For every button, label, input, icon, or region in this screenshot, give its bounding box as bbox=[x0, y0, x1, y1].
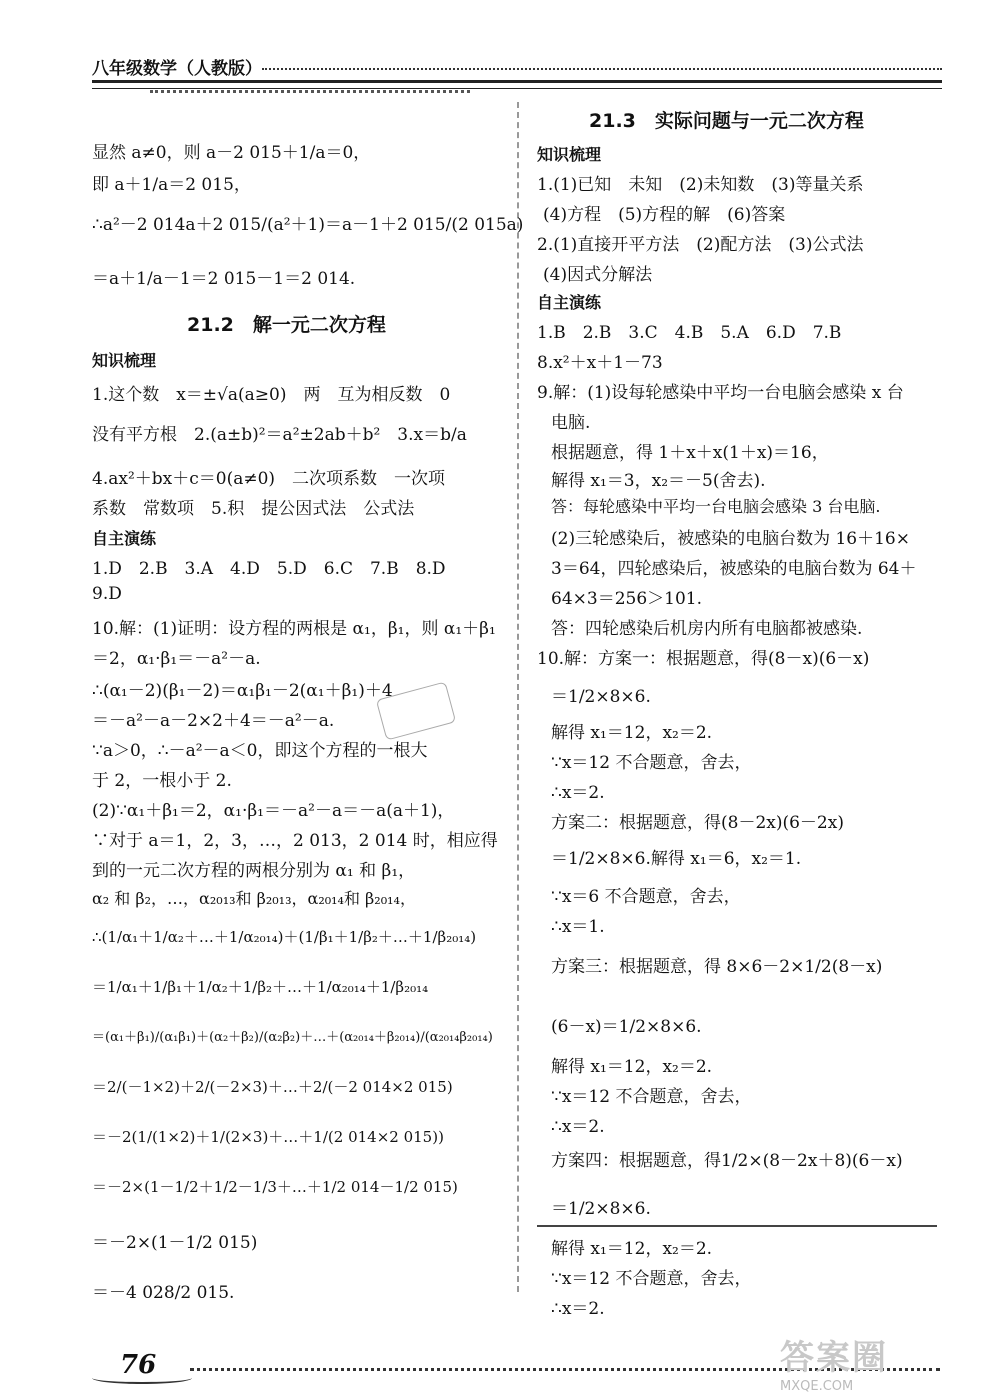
header-dots bbox=[150, 90, 470, 93]
subheading: 自主演练 bbox=[537, 293, 602, 312]
text-line: (4)因式分解法 bbox=[543, 265, 653, 285]
text-line: 64×3＝256＞101. bbox=[551, 589, 702, 609]
text-line: ∴x＝2. bbox=[551, 783, 605, 803]
text-line: (4)方程 (5)方程的解 (6)答案 bbox=[543, 205, 786, 225]
text-line: ∵x＝12 不合题意，舍去， bbox=[551, 753, 752, 773]
section-title: 21.2 解一元二次方程 bbox=[187, 314, 386, 336]
text-line: ＝2，α₁·β₁＝－a²－a. bbox=[92, 649, 261, 669]
text-line: 电脑. bbox=[551, 413, 591, 433]
text-line: ∵a＞0，∴－a²－a＜0，即这个方程的一根大 bbox=[92, 741, 428, 761]
text-line: 8.x²＋x＋1－73 bbox=[537, 353, 663, 373]
column-divider bbox=[517, 102, 519, 1292]
text-line: 答：四轮感染后机房内所有电脑都被感染. bbox=[551, 619, 863, 639]
text-line: 1.D 2.B 3.A 4.D 5.D 6.C 7.B 8.D bbox=[92, 559, 446, 579]
subheading: 知识梳理 bbox=[537, 145, 602, 164]
text-line: (2)三轮感染后，被感染的电脑台数为 16＋16× bbox=[551, 529, 910, 549]
page-header-title: 八年级数学（人教版） bbox=[92, 59, 262, 79]
right-column bbox=[537, 100, 947, 1320]
text-line: ∵x＝12 不合题意，舍去， bbox=[551, 1087, 752, 1107]
header-rule-thin bbox=[92, 88, 942, 89]
text-line: ∴x＝2. bbox=[551, 1299, 605, 1319]
text-line: ∵x＝6 不合题意，舍去， bbox=[551, 887, 741, 907]
text-line: 10.解：(1)证明：设方程的两根是 α₁，β₁，则 α₁＋β₁ bbox=[92, 619, 496, 639]
watermark bbox=[780, 1330, 960, 1394]
text-line: 方案三：根据题意，得 8×6－2×1/2(8－x) bbox=[551, 957, 883, 977]
page-number: 76 bbox=[120, 1350, 157, 1380]
watermark-url: MXQE.COM bbox=[780, 1379, 854, 1394]
text-line: ＝a＋1/a－1＝2 015－1＝2 014. bbox=[92, 269, 356, 289]
text-line: 系数 常数项 5.积 提公因式法 公式法 bbox=[92, 499, 415, 519]
subheading: 自主演练 bbox=[92, 529, 157, 548]
text-line: ＝－4 028/2 015. bbox=[92, 1283, 235, 1303]
text-line: 1.B 2.B 3.C 4.B 5.A 6.D 7.B bbox=[537, 323, 842, 343]
text-line: 1.(1)已知 未知 (2)未知数 (3)等量关系 bbox=[537, 175, 864, 195]
text-line: ＝2/(－1×2)＋2/(－2×3)＋…＋2/(－2 014×2 015) bbox=[92, 1078, 453, 1096]
text-line: ＝1/2×8×6. bbox=[551, 687, 651, 707]
text-line: 解得 x₁＝12，x₂＝2. bbox=[551, 723, 713, 743]
text-line: ＝－2(1/(1×2)＋1/(2×3)＋…＋1/(2 014×2 015)) bbox=[92, 1128, 444, 1146]
text-line: 1.这个数 x＝±√a(a≥0) 两 互为相反数 0 bbox=[92, 385, 451, 405]
text-line: 根据题意，得 1＋x＋x(1＋x)＝16， bbox=[551, 443, 829, 463]
text-line: 解得 x₁＝3，x₂＝－5(舍去). bbox=[551, 471, 766, 491]
section-title: 21.3 实际问题与一元二次方程 bbox=[589, 110, 864, 132]
text-line: ＝－2×(1－1/2＋1/2－1/3＋…＋1/2 014－1/2 015) bbox=[92, 1178, 458, 1196]
text-line: ＝(α₁＋β₁)/(α₁β₁)＋(α₂＋β₂)/(α₂β₂)＋…＋(α₂₀₁₄＋β₂₀₁₄)/(α₂₀₁₄β₂₀₁₄) bbox=[92, 1030, 493, 1045]
text-line: (6－x)＝1/2×8×6. bbox=[551, 1017, 702, 1037]
text-line: ∵x＝12 不合题意，舍去， bbox=[551, 1269, 752, 1289]
text-line: 2.(1)直接开平方法 (2)配方法 (3)公式法 bbox=[537, 235, 864, 255]
text-line: ∴x＝2. bbox=[551, 1117, 605, 1137]
text-line: 没有平方根 2.(a±b)²＝a²±2ab＋b² 3.x＝b/a bbox=[92, 425, 467, 445]
text-line: 4.ax²＋bx＋c＝0(a≠0) 二次项系数 一次项 bbox=[92, 469, 446, 489]
bottom-rule bbox=[537, 1225, 937, 1227]
text-line: ＝－2×(1－1/2 015) bbox=[92, 1233, 258, 1253]
text-line: 3＝64，四轮感染后，被感染的电脑台数为 64＋ bbox=[551, 559, 917, 579]
text-line: 于 2，一根小于 2. bbox=[92, 771, 232, 791]
text-line: ∴x＝1. bbox=[551, 917, 605, 937]
text-line: 10.解：方案一：根据题意，得(8－x)(6－x) bbox=[537, 649, 870, 669]
text-line: (2)∵α₁＋β₁＝2，α₁·β₁＝－a²－a＝－a(a＋1)， bbox=[92, 801, 455, 821]
text-line: ＝1/α₁＋1/β₁＋1/α₂＋1/β₂＋…＋1/α₂₀₁₄＋1/β₂₀₁₄ bbox=[92, 978, 429, 996]
text-line: 即 a＋1/a＝2 015， bbox=[92, 175, 251, 195]
text-line: ∴a²－2 014a＋2 015/(a²＋1)＝a－1＋2 015/(2 015a) bbox=[92, 215, 524, 235]
left-column bbox=[92, 130, 524, 1330]
text-line: ∴(α₁－2)(β₁－2)＝α₁β₁－2(α₁＋β₁)＋4 bbox=[92, 681, 393, 701]
text-line: 答：每轮感染中平均一台电脑会感染 3 台电脑. bbox=[551, 497, 881, 516]
text-line: 到的一元二次方程的两根分别为 α₁ 和 β₁， bbox=[92, 861, 416, 881]
subheading: 知识梳理 bbox=[92, 351, 157, 370]
text-line: 方案二：根据题意，得(8－2x)(6－2x) bbox=[551, 813, 844, 833]
text-line: 解得 x₁＝12，x₂＝2. bbox=[551, 1239, 713, 1259]
text-line: ＝－a²－a－2×2＋4＝－a²－a. bbox=[92, 711, 335, 731]
text-line: 9.解：(1)设每轮感染中平均一台电脑会感染 x 台 bbox=[537, 383, 904, 403]
text-line: 方案四：根据题意，得1/2×(8－2x＋8)(6－x) bbox=[551, 1151, 903, 1171]
text-line: 显然 a≠0，则 a－2 015＋1/a＝0， bbox=[92, 143, 371, 163]
text-line: ∵对于 a＝1，2，3，…，2 013，2 014 时，相应得 bbox=[92, 831, 498, 851]
text-line: α₂ 和 β₂，…，α₂₀₁₃和 β₂₀₁₃，α₂₀₁₄和 β₂₀₁₄， bbox=[92, 889, 416, 908]
text-line: 解得 x₁＝12，x₂＝2. bbox=[551, 1057, 713, 1077]
text-line: 9.D bbox=[92, 584, 122, 604]
header-rule bbox=[92, 80, 942, 83]
text-line: ＝1/2×8×6. bbox=[551, 1199, 651, 1219]
watermark-logo: 答案圈 bbox=[780, 1338, 888, 1378]
header-dotted-line bbox=[262, 68, 942, 70]
text-line: ＝1/2×8×6.解得 x₁＝6，x₂＝1. bbox=[551, 849, 802, 869]
text-line: ∴(1/α₁＋1/α₂＋…＋1/α₂₀₁₄)＋(1/β₁＋1/β₂＋…＋1/β₂₀₁₄) bbox=[92, 928, 477, 946]
